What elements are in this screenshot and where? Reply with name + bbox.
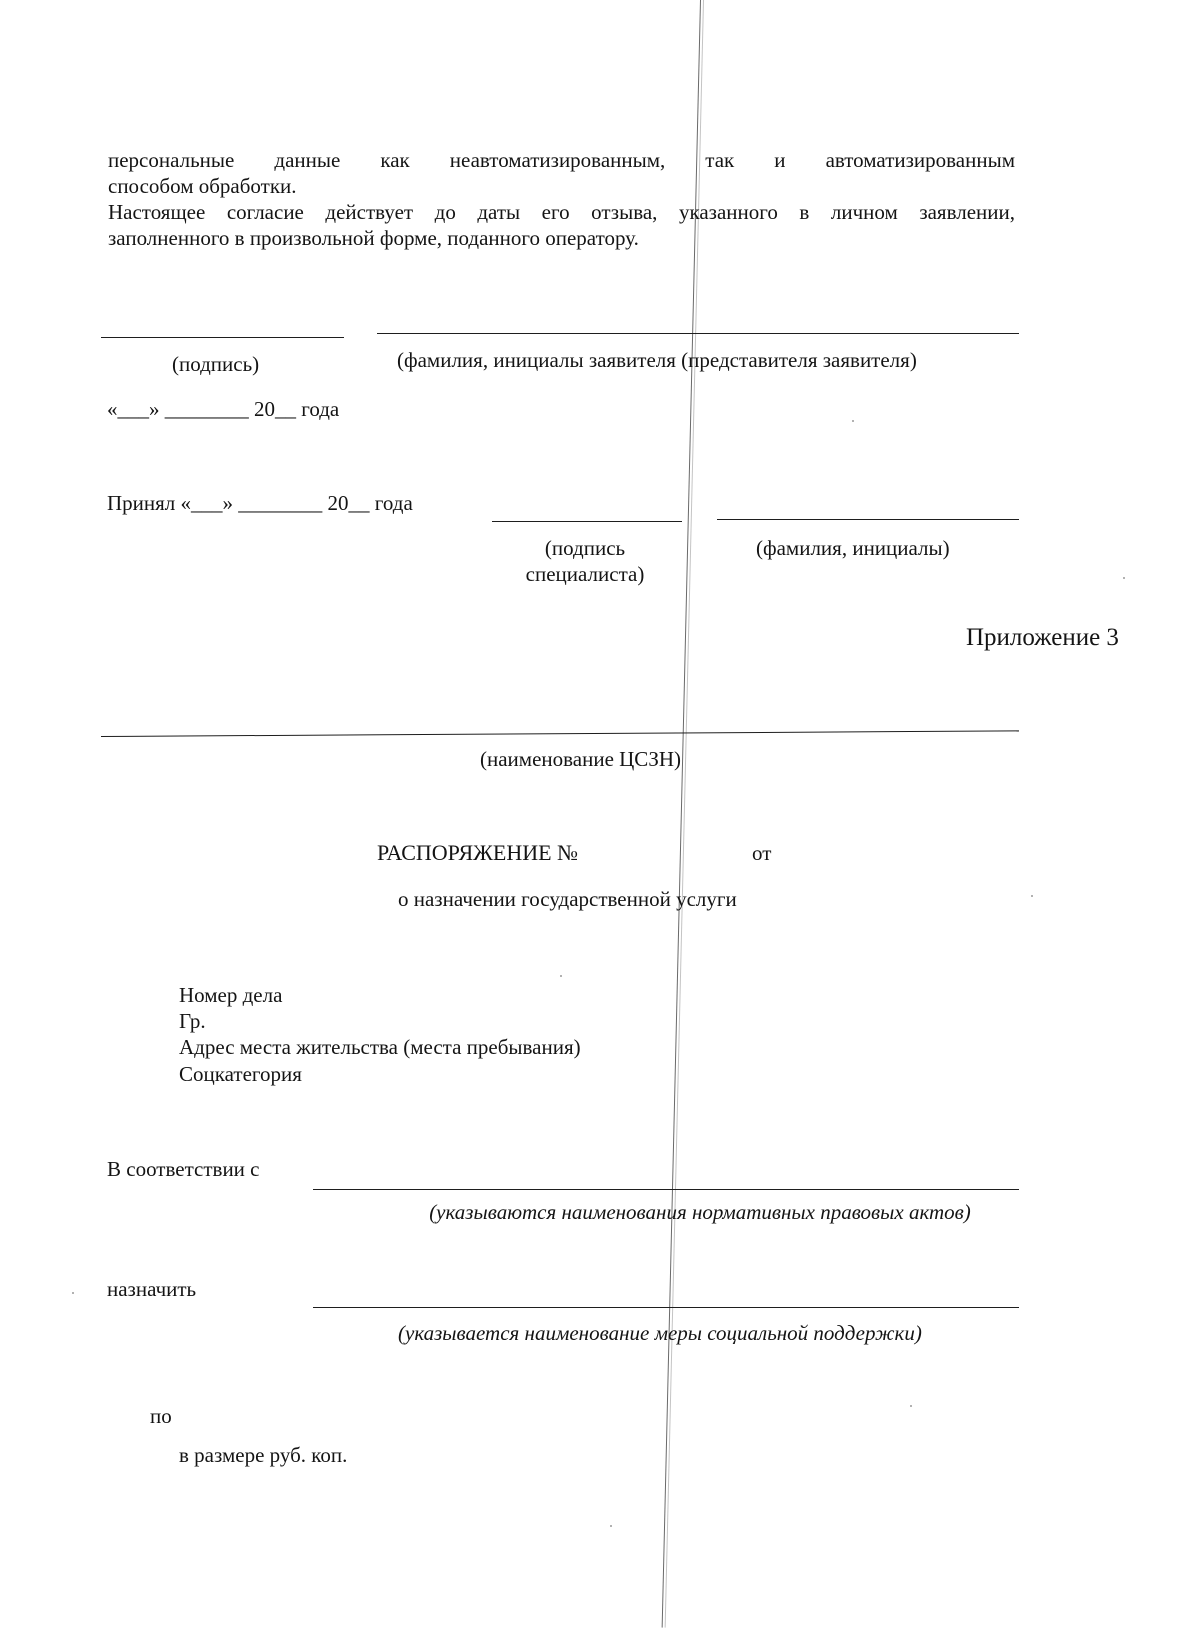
accepted-date-line: Принял «___» ________ 20__ года [107, 491, 413, 515]
scan-speck [1031, 895, 1033, 897]
scan-speck [1123, 577, 1125, 579]
specialist-name-caption: (фамилия, инициалы) [756, 536, 950, 560]
signature-caption: (подпись) [172, 352, 260, 376]
amount-label: в размере руб. коп. [179, 1443, 348, 1467]
support-measure-line [313, 1307, 1019, 1308]
consent-paragraph [108, 147, 1015, 251]
specialist-signature-caption: (подпись специалиста) [525, 536, 645, 586]
appendix-label: Приложение 3 [966, 624, 1119, 651]
scan-speck [910, 1405, 912, 1407]
signature-line [101, 337, 344, 338]
case-number-label: Номер дела [179, 983, 283, 1007]
consent-line-3: Настоящее согласие действует до даты его отзыва, указанного в личном заявлении, [108, 200, 1015, 224]
organization-name-line [101, 730, 1019, 737]
consent-line-1: персональные данные как неавтоматизированным, так и автоматизированным [108, 148, 1015, 172]
scan-speck [852, 420, 854, 422]
specialist-signature-line [492, 521, 682, 522]
scan-speck [560, 975, 562, 977]
consent-line-4: заполненного в произвольной форме, поданного оператору. [108, 226, 639, 250]
support-measure-caption: (указывается наименование меры социальной поддержки) [398, 1321, 922, 1345]
order-subtitle: о назначении государственной услуги [398, 887, 737, 911]
organization-caption: (наименование ЦСЗН) [480, 747, 681, 771]
applicant-date-line: «___» ________ 20__ года [107, 397, 340, 421]
address-label: Адрес места жительства (места пребывания) [179, 1035, 581, 1059]
order-title: РАСПОРЯЖЕНИЕ № [377, 840, 579, 865]
period-label: по [150, 1404, 172, 1428]
assign-label: назначить [107, 1277, 197, 1301]
according-label: В соответствии с [107, 1157, 260, 1181]
order-from-label: от [752, 841, 772, 865]
scan-speck [610, 1525, 612, 1527]
specialist-name-line [717, 519, 1019, 520]
citizen-label: Гр. [179, 1009, 206, 1033]
social-category-label: Соцкатегория [179, 1062, 302, 1086]
consent-line-2: способом обработки. [108, 174, 297, 198]
applicant-name-caption: (фамилия, инициалы заявителя (представителя заявителя) [397, 348, 917, 372]
legal-acts-caption: (указываются наименования нормативных правовых актов) [429, 1200, 971, 1224]
applicant-name-line [377, 333, 1019, 334]
scan-speck [72, 1292, 74, 1294]
legal-acts-line [313, 1189, 1019, 1190]
